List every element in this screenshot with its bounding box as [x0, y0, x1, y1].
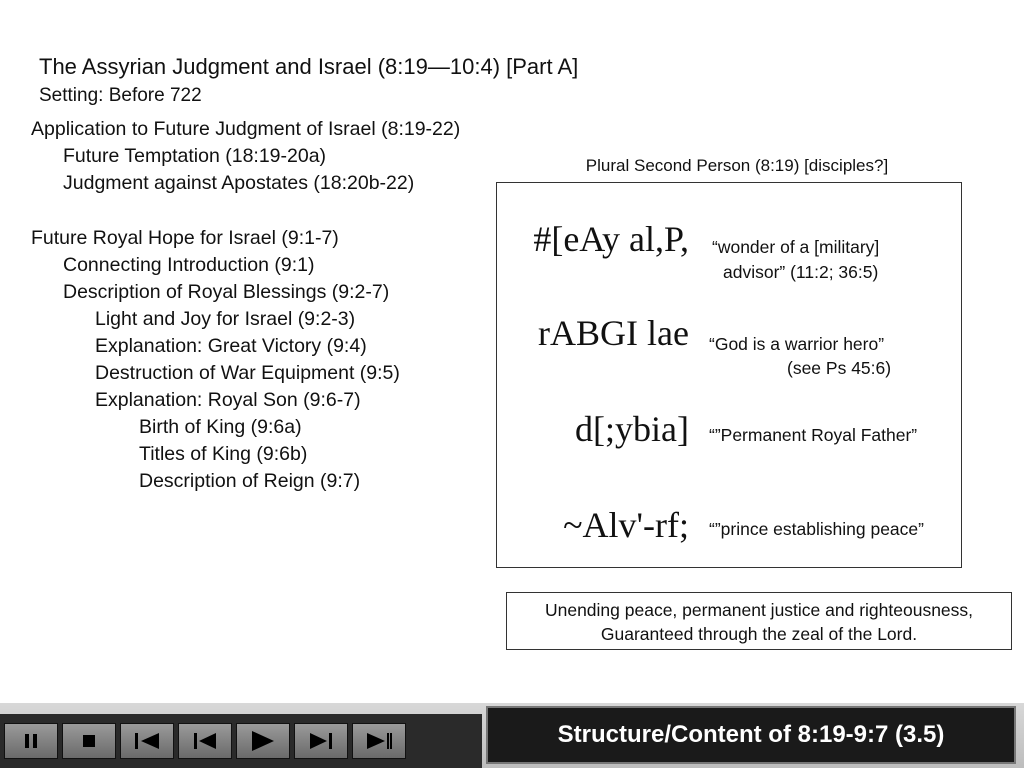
outline-item: Birth of King (9:6a) [139, 416, 302, 438]
player-controls [0, 714, 482, 768]
hebrew-name: d[;ybia] [575, 409, 689, 449]
outline-item: Description of Royal Blessings (9:2-7) [63, 281, 390, 303]
summary-line: Guaranteed through the zeal of the Lord. [600, 624, 918, 644]
play-icon [250, 730, 276, 752]
next-slide-button[interactable] [294, 723, 348, 759]
name-gloss: “God is a warrior hero” [709, 334, 885, 354]
outline-item: Judgment against Apostates (18:20b-22) [63, 172, 415, 194]
stop-icon [82, 734, 96, 748]
hebrew-name: ~Alv'-rf; [563, 505, 689, 545]
name-gloss: “”prince establishing peace” [709, 519, 924, 539]
outline-item: Explanation: Great Victory (9:4) [95, 335, 367, 357]
slide-title-label: Structure/Content of 8:19-9:7 (3.5) [486, 706, 1016, 764]
hebrew-name: #[eAy al,P, [533, 219, 689, 259]
outline-item: Explanation: Royal Son (9:6-7) [95, 389, 361, 411]
royal-names-box [496, 182, 962, 568]
stop-button[interactable] [62, 723, 116, 759]
outline-item: Description of Reign (9:7) [139, 470, 361, 492]
last-slide-button[interactable] [352, 723, 406, 759]
outline-item: Application to Future Judgment of Israel (8:19-22) [31, 118, 461, 140]
last-slide-icon [365, 731, 393, 751]
outline-item: Connecting Introduction (9:1) [63, 254, 315, 276]
page-title: The Assyrian Judgment and Israel (8:19—10:4) [Part A] [39, 54, 579, 79]
next-slide-icon [308, 731, 334, 751]
outline-item: Titles of King (9:6b) [139, 443, 308, 465]
first-slide-button[interactable] [120, 723, 174, 759]
pause-button[interactable] [4, 723, 58, 759]
names-box-caption: Plural Second Person (8:19) [disciples?] [585, 156, 889, 175]
pause-icon [24, 733, 38, 749]
previous-slide-button[interactable] [178, 723, 232, 759]
summary-line: Unending peace, permanent justice and righteousness, [544, 600, 974, 620]
previous-slide-icon [192, 731, 218, 751]
hebrew-name: rABGI lae [538, 313, 689, 353]
name-gloss: “”Permanent Royal Father” [709, 425, 918, 445]
outline-item: Future Temptation (18:19-20a) [63, 145, 327, 167]
page-subtitle: Setting: Before 722 [39, 85, 202, 106]
outline-item: Future Royal Hope for Israel (9:1-7) [31, 227, 339, 249]
name-gloss: advisor” (11:2; 36:5) [723, 262, 879, 282]
play-button[interactable] [236, 723, 290, 759]
name-gloss: (see Ps 45:6) [787, 358, 892, 378]
outline-item: Destruction of War Equipment (9:5) [95, 362, 400, 384]
name-gloss: “wonder of a [military] [712, 237, 880, 257]
first-slide-icon [133, 731, 161, 751]
summary-note [506, 592, 1012, 650]
outline-item: Light and Joy for Israel (9:2-3) [95, 308, 356, 330]
